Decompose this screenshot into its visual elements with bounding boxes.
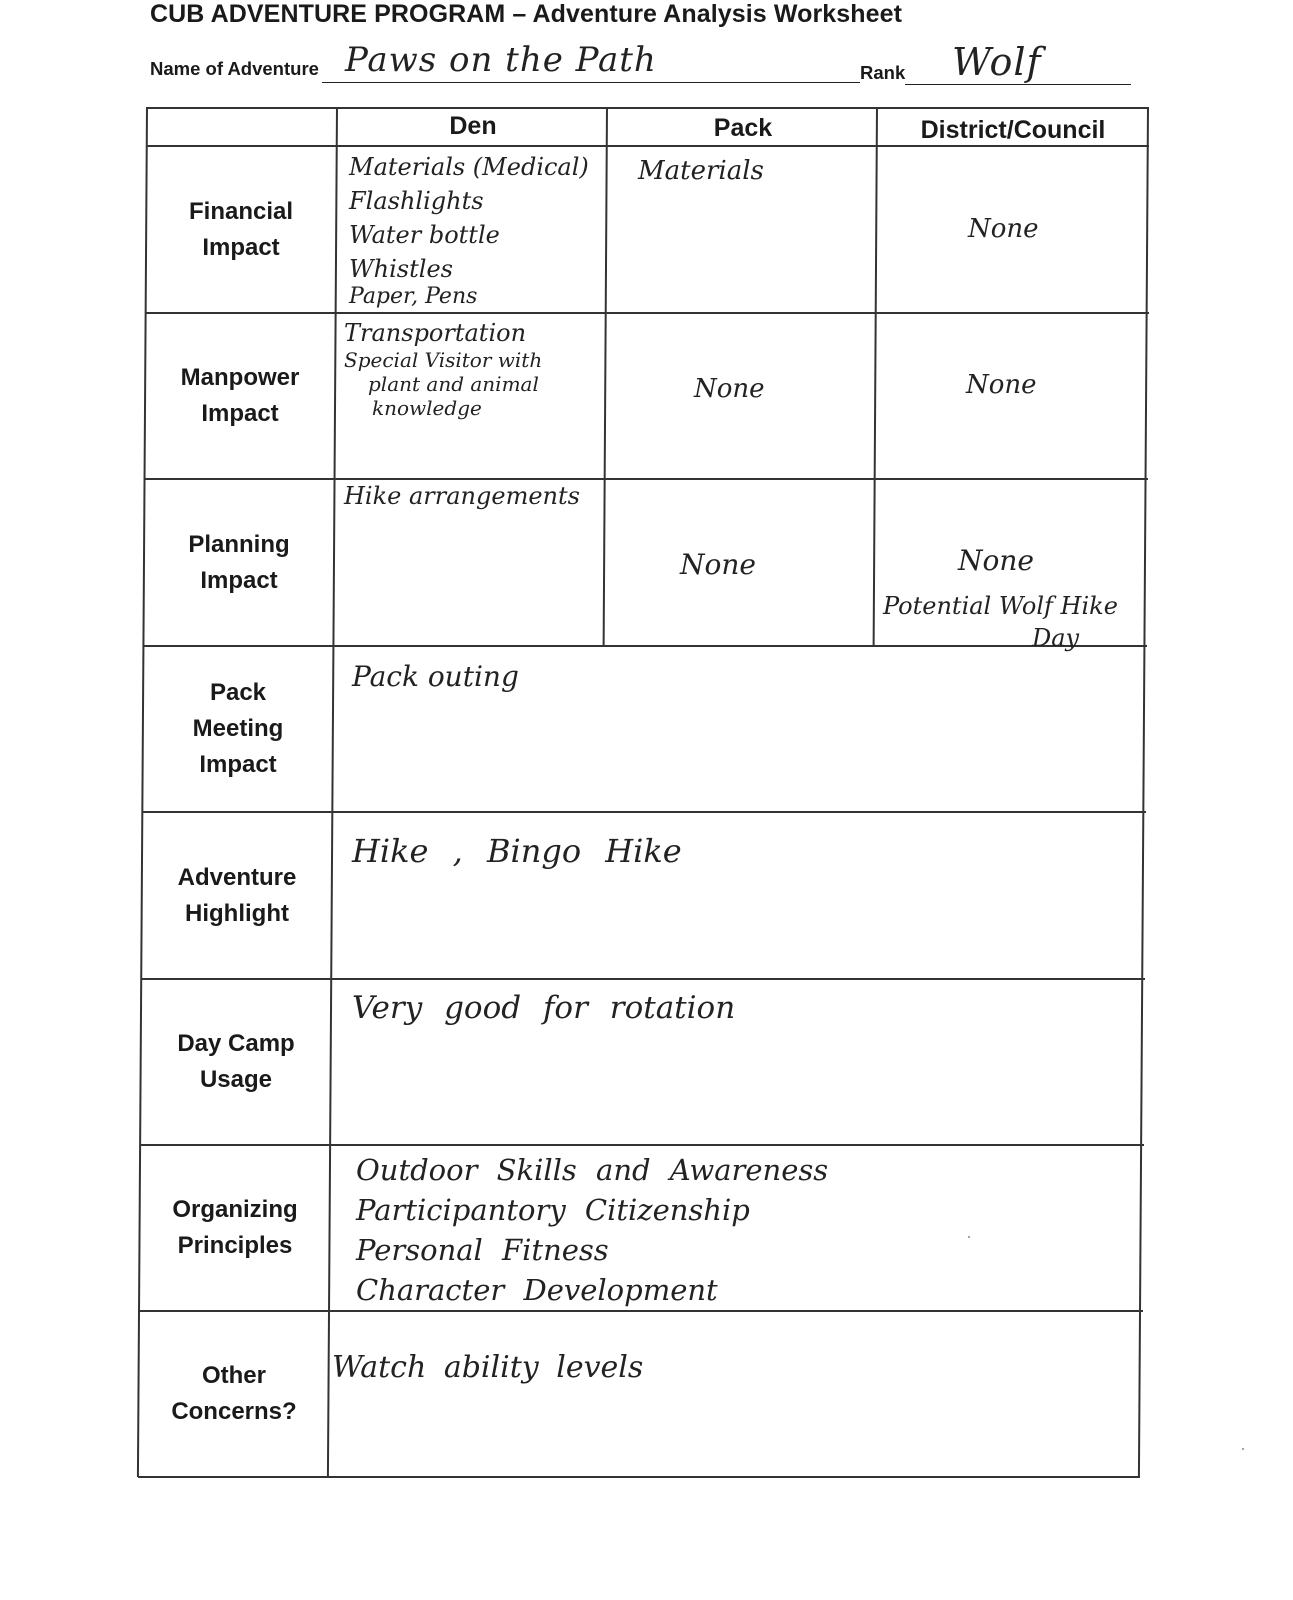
list-item: Character Development bbox=[356, 1273, 718, 1307]
planning-district-none: None bbox=[958, 544, 1034, 577]
list-item: Special Visitor with bbox=[344, 348, 543, 372]
planning-district-note: Potential Wolf Hike bbox=[883, 592, 1118, 620]
row-label-pack-meeting: Pack Meeting Impact bbox=[192, 679, 284, 778]
list-item: knowledge bbox=[372, 396, 482, 420]
planning-den-cell: Hike arrangements bbox=[344, 482, 580, 510]
column-header-pack: Pack bbox=[713, 114, 773, 142]
list-item: Materials (Medical) bbox=[349, 153, 589, 181]
rank-value: Wolf bbox=[952, 40, 1042, 84]
list-item: Outdoor Skills and Awareness bbox=[356, 1153, 829, 1187]
list-item: Participantory Citizenship bbox=[356, 1193, 750, 1227]
table-border-bottom bbox=[138, 1476, 1140, 1478]
list-item: Personal Fitness bbox=[356, 1233, 609, 1267]
rank-label: Rank bbox=[860, 62, 906, 83]
row-label-other-concerns: Other Concerns? bbox=[171, 1362, 297, 1425]
manpower-den-cell bbox=[344, 318, 542, 420]
list-item: Whistles bbox=[349, 255, 453, 283]
row-label-day-camp: Day Camp Usage bbox=[177, 1030, 295, 1093]
list-item: Flashlights bbox=[349, 187, 484, 215]
row-label-financial: Financial Impact bbox=[188, 197, 294, 261]
column-header-district: District/Council bbox=[920, 116, 1106, 144]
list-item: plant and animal bbox=[368, 372, 539, 396]
row-label-adventure-highlight: Adventure Highlight bbox=[177, 863, 297, 927]
planning-district-note-cont: Day bbox=[1032, 624, 1080, 652]
list-item: Water bottle bbox=[349, 221, 500, 249]
organizing-principles-cell bbox=[356, 1150, 828, 1310]
planning-pack-cell: None bbox=[680, 548, 756, 581]
rank-line bbox=[905, 84, 1131, 85]
other-concerns-value: Watch ability levels bbox=[332, 1350, 644, 1385]
row-label-planning: Planning Impact bbox=[188, 530, 290, 594]
page-title: CUB ADVENTURE PROGRAM – Adventure Analysis Worksheet bbox=[150, 0, 903, 28]
den-pack-divider bbox=[603, 107, 608, 647]
adventure-name-value: Paws on the Path bbox=[345, 40, 657, 80]
manpower-pack-cell: None bbox=[694, 374, 765, 404]
manpower-district-cell: None bbox=[966, 370, 1037, 400]
scan-speck bbox=[968, 1236, 970, 1238]
financial-pack-cell: Materials bbox=[638, 156, 764, 186]
adventure-name-line bbox=[322, 82, 860, 83]
row-label-manpower: Manpower Impact bbox=[180, 364, 300, 427]
financial-district-cell: None bbox=[968, 214, 1039, 244]
column-header-den: Den bbox=[449, 112, 497, 140]
list-item: Transportation bbox=[344, 319, 527, 347]
list-item: Paper, Pens bbox=[349, 284, 478, 309]
pack-meeting-value: Pack outing bbox=[352, 660, 519, 693]
scan-speck bbox=[1242, 1448, 1244, 1450]
table-border-top bbox=[147, 107, 1149, 109]
adventure-highlight-value: Hike , Bingo Hike bbox=[352, 832, 682, 870]
financial-den-cell bbox=[349, 150, 589, 308]
day-camp-value: Very good for rotation bbox=[352, 990, 736, 1026]
adventure-name-label: Name of Adventure bbox=[150, 58, 319, 79]
row-label-organizing-principles: Organizing Principles bbox=[172, 1196, 298, 1259]
pack-district-divider bbox=[873, 107, 878, 647]
